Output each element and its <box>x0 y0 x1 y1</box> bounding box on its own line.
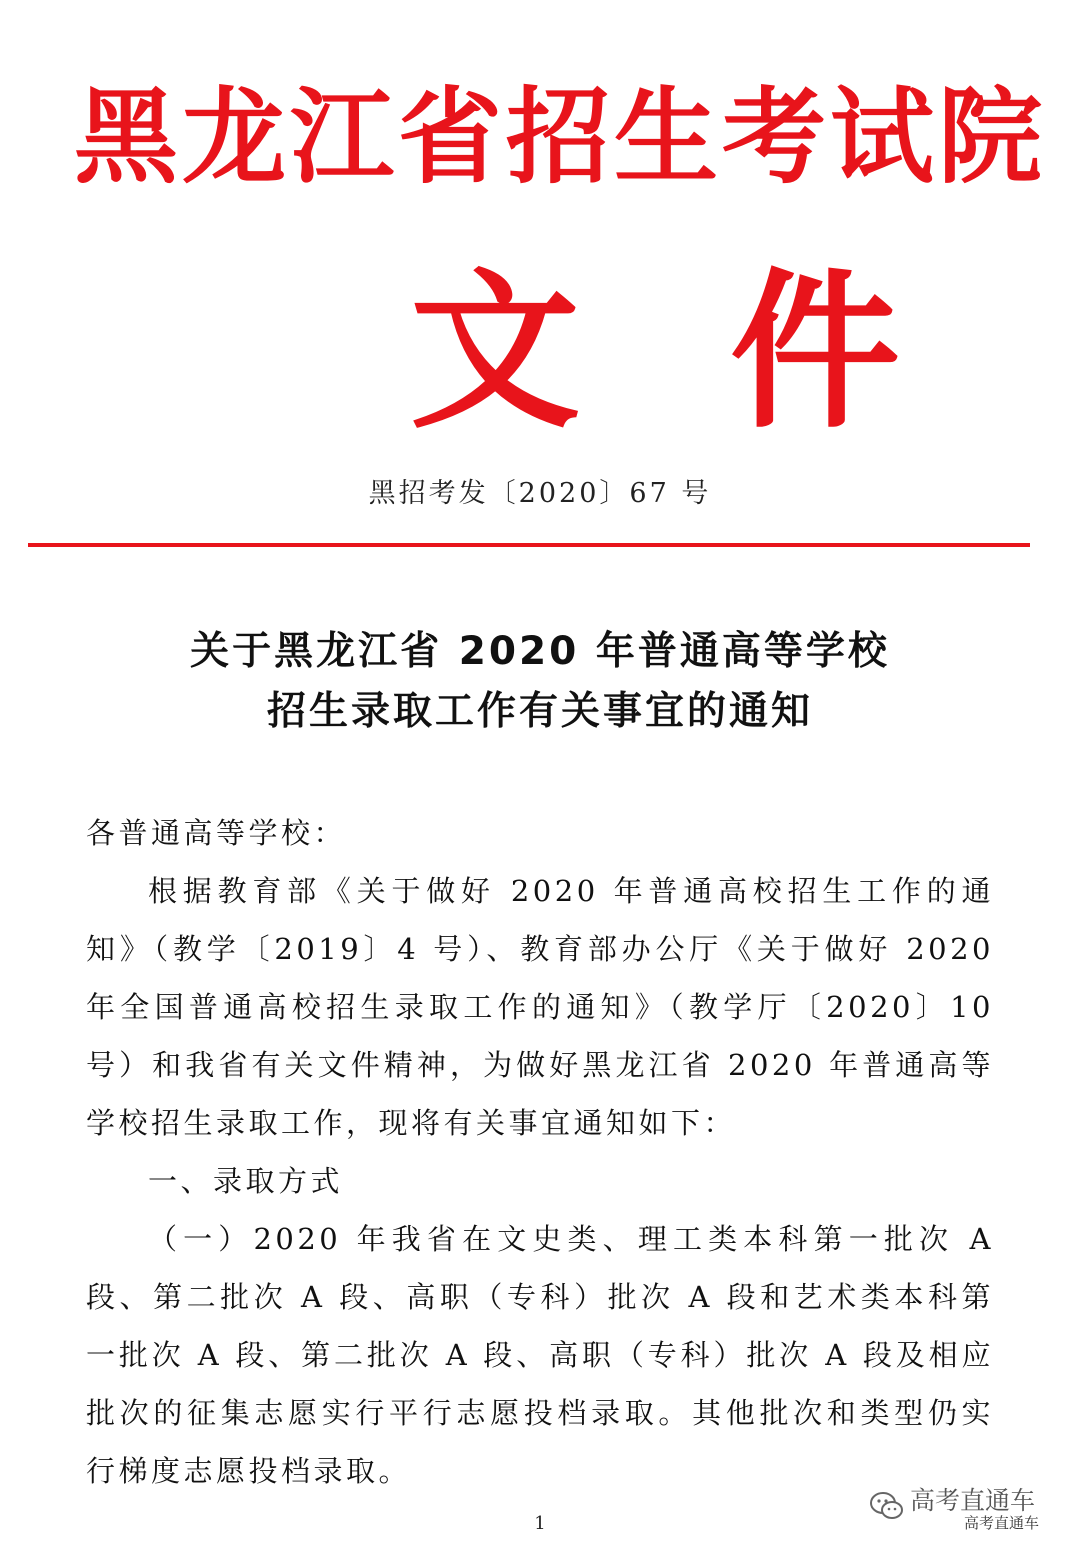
watermark-text: 高考直通车 <box>910 1486 1036 1515</box>
document-number: 黑招考发〔2020〕67 号 <box>368 478 712 509</box>
salutation: 各普通高等学校： <box>86 816 347 850</box>
notice-title <box>0 622 1080 742</box>
body-paragraph: 根据教育部《关于做好 2020 年普通高校招生工作的通知》（教学〔2019〕4 号）、教育部办公厅《关于做好 2020 年全国普通高校招生录取工作的通知》（教学厅〔2020〕10 号）和我省有关文件精神，为做好黑龙江省 2020 年普通高等学校招生录取工作，现将有关事宜通知如下： <box>86 874 994 1140</box>
body-paragraph: （一）2020 年我省在文史类、理工类本科第一批次 A 段、第二批次 A 段、高职（专科）批次 A 段和艺术类本科第一批次 A 段、第二批次 A 段、高职（专科）批次 A 段及相应批次的征集志愿实行平行志愿投档录取。其他批次和类型仍实行梯度志愿投档录取。 <box>86 1222 994 1488</box>
watermark-subtext: 高考直通车 <box>964 1514 1040 1532</box>
red-divider-line <box>28 543 1030 547</box>
notice-title-line-1: 关于黑龙江省 2020 年普通高等学校 <box>190 629 890 674</box>
document-label: 文件 <box>410 252 1051 452</box>
notice-title-line-2: 招生录取工作有关事宜的通知 <box>266 689 813 734</box>
notice-body <box>86 804 994 1500</box>
issuing-organization: 黑龙江省招生考试院 <box>73 75 1046 198</box>
section-heading: 一、录取方式 <box>148 1164 344 1198</box>
page-number: 1 <box>534 1513 546 1534</box>
